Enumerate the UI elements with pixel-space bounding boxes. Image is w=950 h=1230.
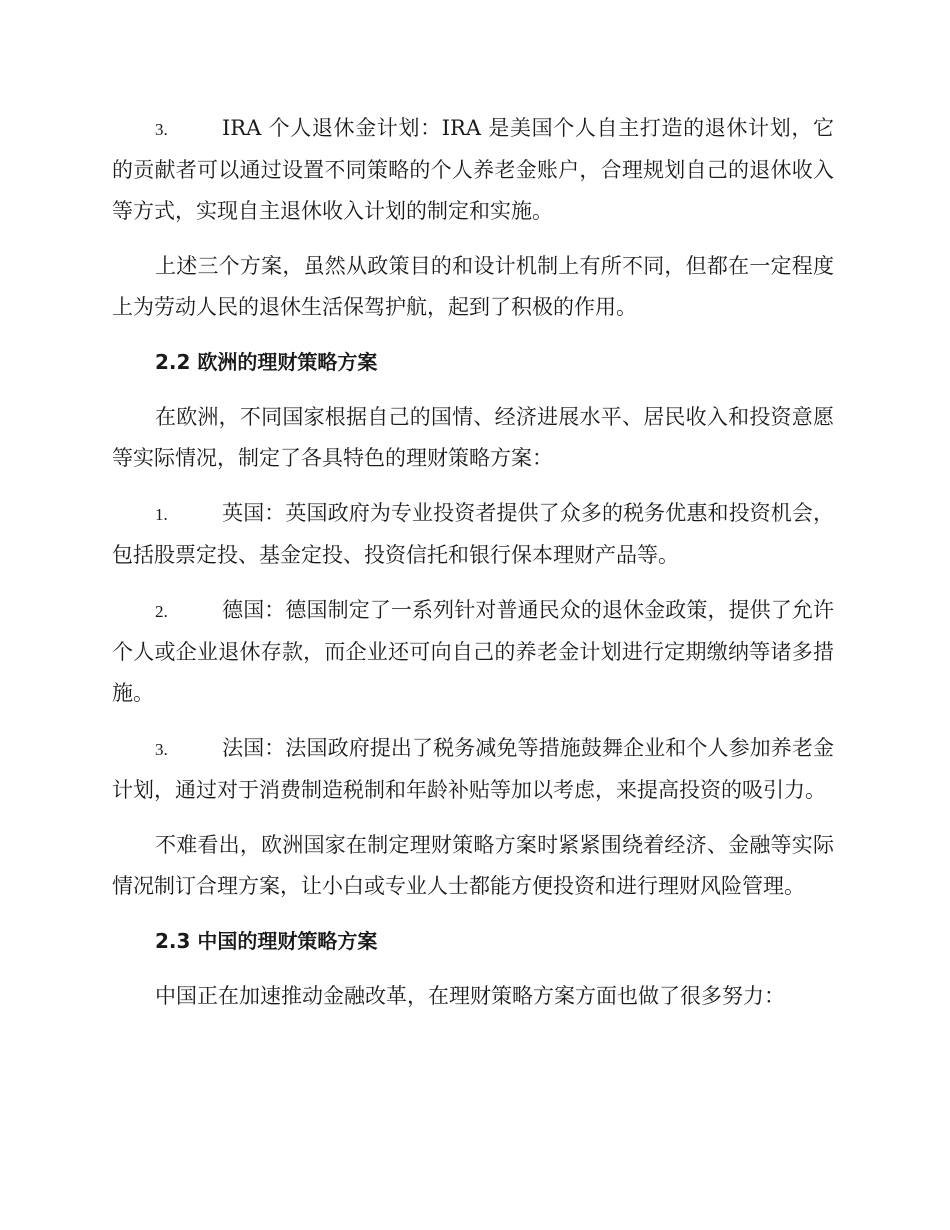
list-number: 3. <box>155 740 168 759</box>
paragraph-europe-summary: 不难看出，欧洲国家在制定理财策略方案时紧紧围绕着经济、金融等实际情况制订合理方案，让小白或专业人士都能方便投资和进行理财风险管理。 <box>112 833 834 898</box>
list-number: 3. <box>155 120 168 139</box>
paragraph-us-summary: 上述三个方案，虽然从政策目的和设计机制上有所不同，但都在一定程度上为劳动人民的退休生活保驾护航，起到了积极的作用。 <box>112 254 834 319</box>
paragraph-china-intro: 中国正在加速推动金融改革，在理财策略方案方面也做了很多努力： <box>155 984 785 1008</box>
list-item-text: IRA 个人退休金计划：IRA 是美国个人自主打造的退休计划，它的贡献者可以通过设置不同策略的个人养老金账户，合理规划自己的退休收入等方式，实现自主退休收入计划的制定和实施。 <box>112 116 834 223</box>
list-number: 2. <box>155 602 168 621</box>
section-heading-europe: 2.2 欧洲的理财策略方案 <box>155 350 378 374</box>
list-number: 1. <box>155 505 168 524</box>
section-heading-china: 2.3 中国的理财策略方案 <box>155 929 378 953</box>
list-item-germany <box>112 590 834 714</box>
list-item-france <box>112 728 834 811</box>
list-item-text: 法国：法国政府提出了税务减免等措施鼓舞企业和个人参加养老金计划，通过对于消费制造税制和年龄补贴等加以考虑，来提高投资的吸引力。 <box>112 736 834 802</box>
list-item-ira <box>112 108 834 232</box>
list-item-text: 德国：德国制定了一系列针对普通民众的退休金政策，提供了允许个人或企业退休存款，而企业还可向自己的养老金计划进行定期缴纳等诸多措施。 <box>112 598 834 705</box>
document-body <box>112 108 834 1031</box>
paragraph-europe-intro: 在欧洲，不同国家根据自己的国情、经济进展水平、居民收入和投资意愿等实际情况，制定了各具特色的理财策略方案： <box>112 405 834 470</box>
list-item-text: 英国：英国政府为专业投资者提供了众多的税务优惠和投资机会，包括股票定投、基金定投、投资信托和银行保本理财产品等。 <box>112 501 834 567</box>
list-item-uk <box>112 493 834 576</box>
